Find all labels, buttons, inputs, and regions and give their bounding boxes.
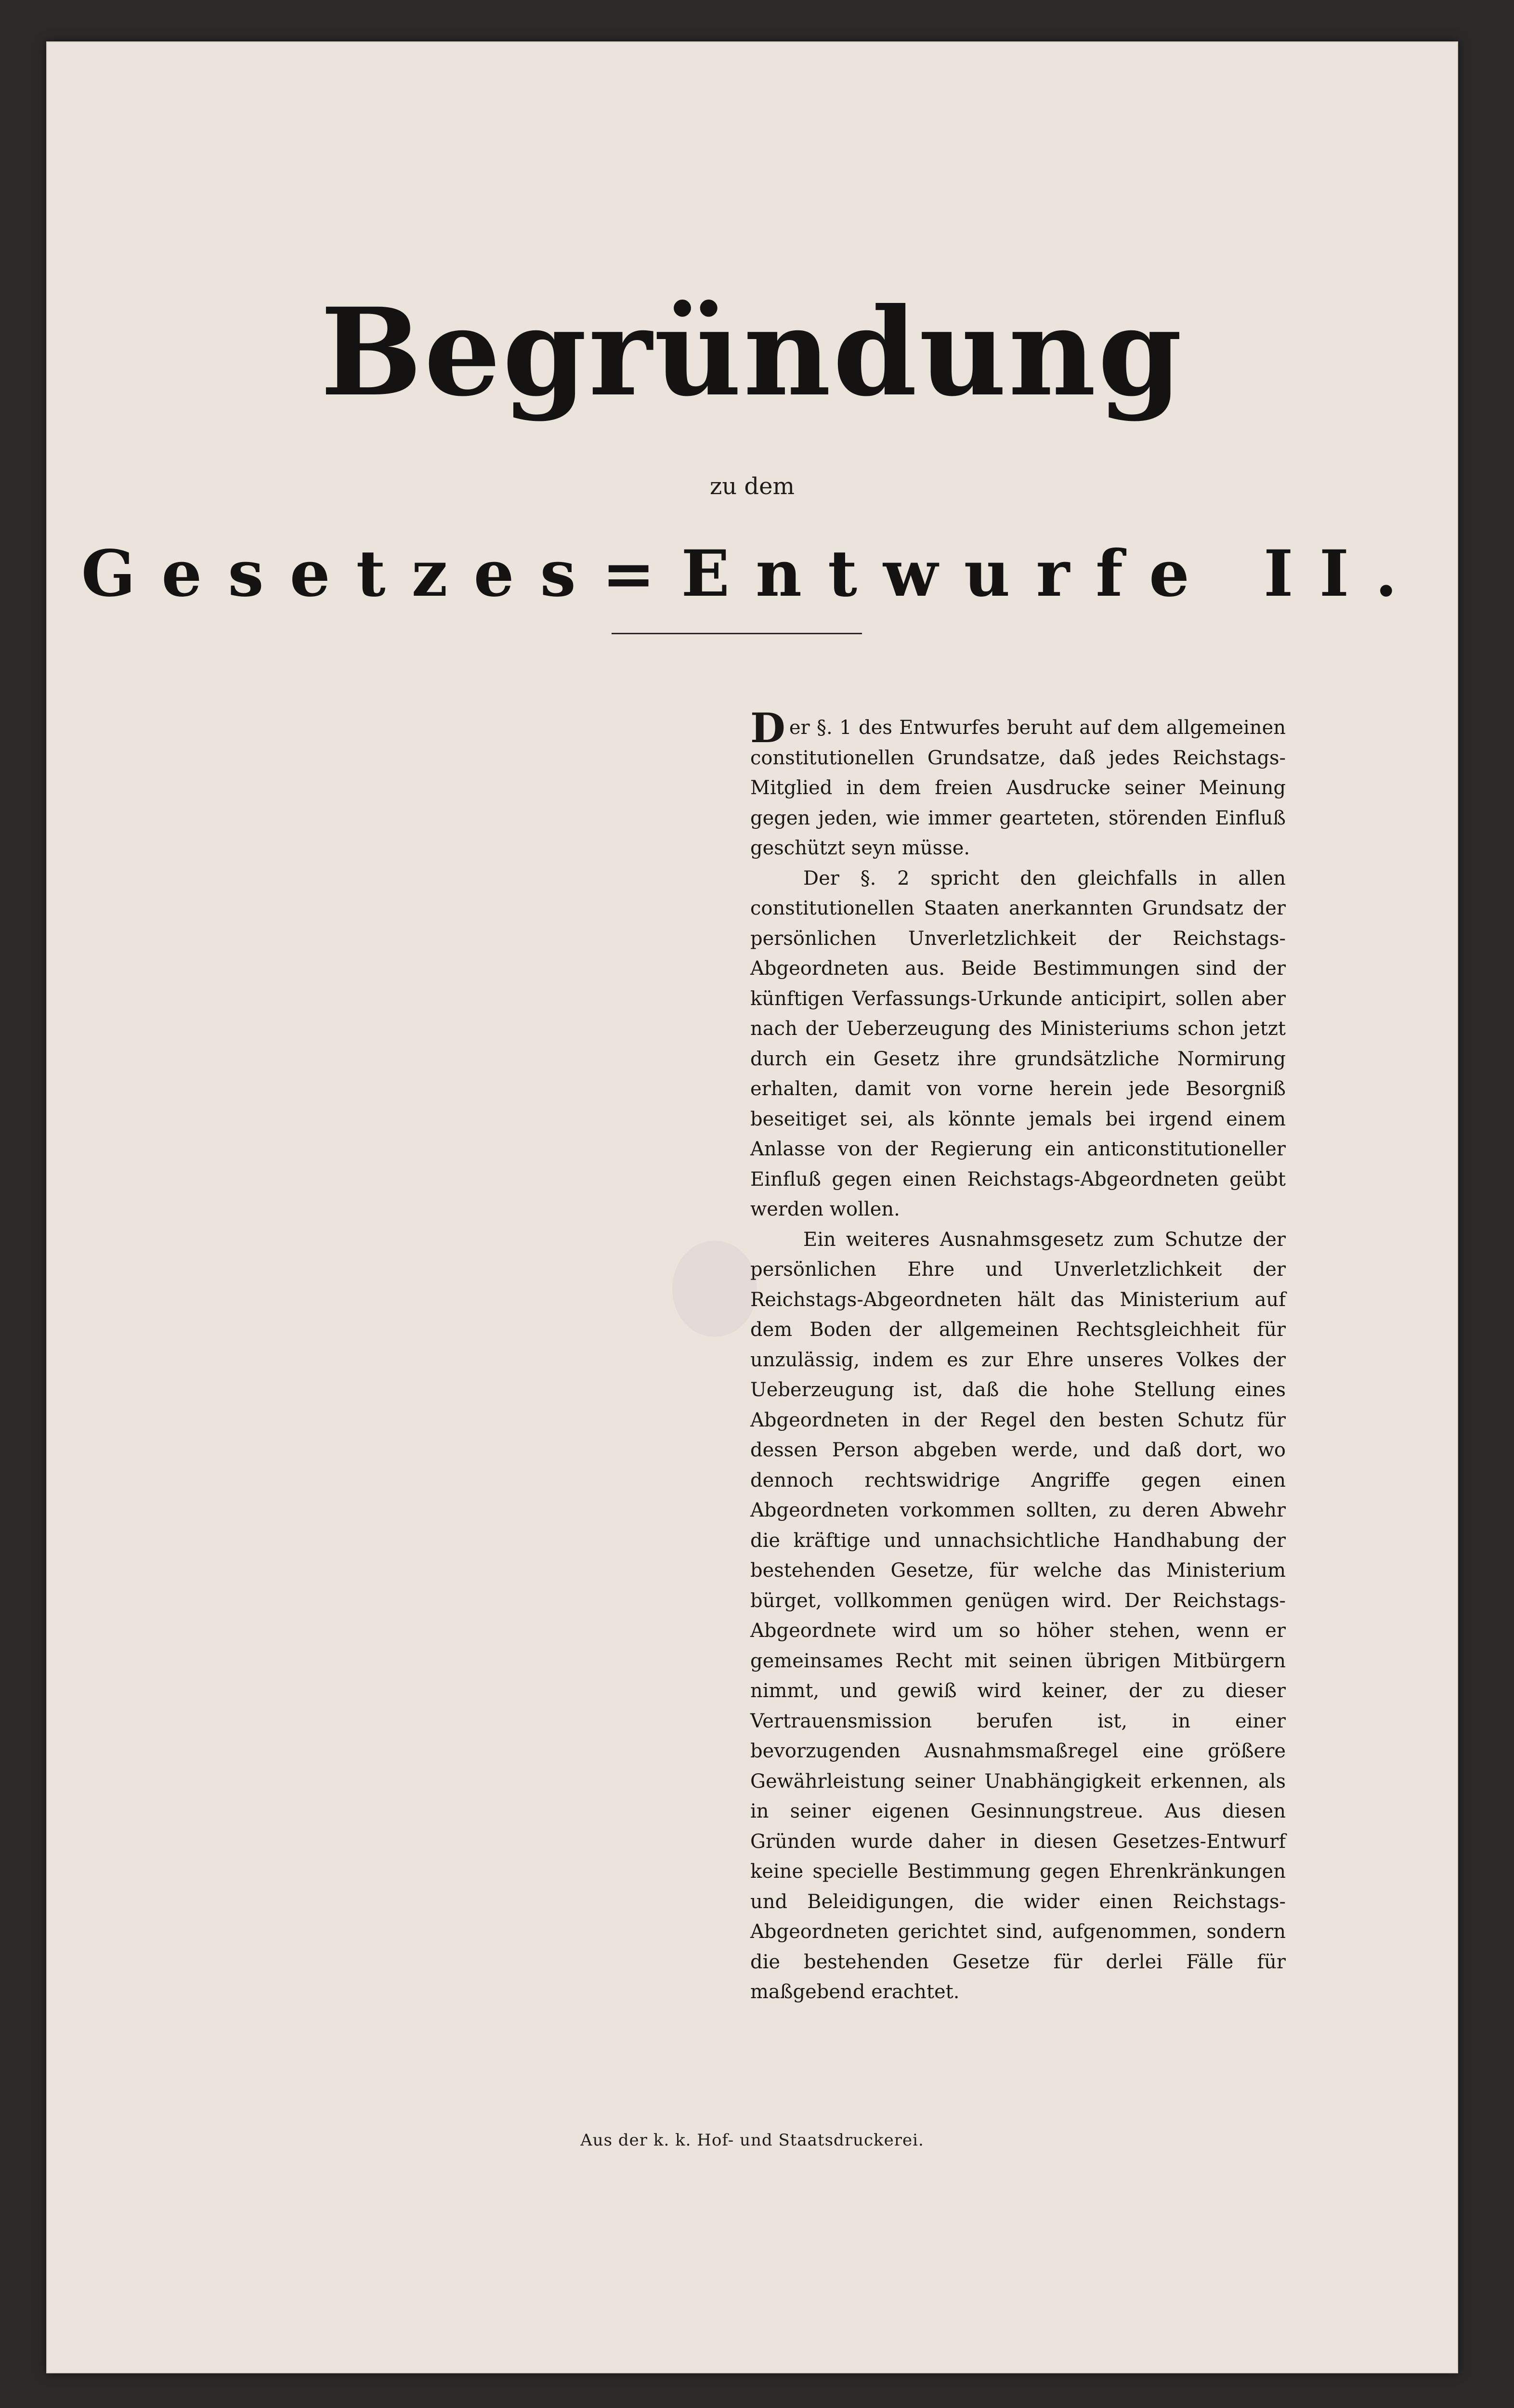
law-title: Gesetzes=Entwurfe II. (81, 537, 1423, 611)
drop-cap: D (750, 704, 785, 752)
body-text (750, 704, 1286, 2007)
paragraph-1 (750, 704, 1286, 864)
document-page (46, 41, 1458, 2373)
paragraph-1-text: er §. 1 des Entwurfes beruht auf dem allgemeinen constitutionellen Grundsatze, daß jedes Reichstags-Mitglied in dem freien Ausdrucke seiner Meinung gegen jeden, wie immer gearteten, störenden Einfluß geschützt seyn müsse. (750, 717, 1286, 859)
document-title: Begründung (320, 281, 1184, 423)
paragraph-2: Der §. 2 spricht den gleichfalls in allen constitutionellen Staaten anerkannten Grundsatz der persönlichen Unverletzlichkeit der Reichstags-Abgeordneten aus. Beide Bestimmungen sind der künftigen Verfassungs-Urkunde anticipirt, sollen aber nach der Ueberzeugung des Ministeriums schon jetzt durch ein Gesetz ihre grundsätzliche Normirung erhalten, damit von vorne herein jede Besorgniß beseitiget sei, als könnte jemals bei irgend einem Anlasse von der Regierung ein anticonstitutioneller Einfluß gegen einen Reichstags-Abgeordneten geübt werden wollen. (750, 867, 1286, 1220)
faded-stamp (672, 1241, 757, 1337)
paragraph-3: Ein weiteres Ausnahmsgesetz zum Schutze der persönlichen Ehre und Unverletzlichkeit der Reichstags-Abgeordneten hält das Ministerium auf dem Boden der allgemeinen Rechtsgleichheit für unzulässig, indem es zur Ehre unseres Volkes der Ueberzeugung ist, daß die hohe Stellung eines Abgeordneten in der Regel den besten Schutz für dessen Person abgeben werde, und daß dort, wo dennoch rechtswidrige Angriffe gegen einen Abgeordneten vorkommen sollten, zu deren Abwehr die kräftige und unnachsichtliche Handhabung der bestehenden Gesetze, für welche das Ministerium bürget, vollkommen genügen wird. Der Reichstags-Abgeordnete wird um so höher stehen, wenn er gemeinsames Recht mit seinen übrigen Mitbürgern nimmt, und gewiß wird keiner, der zu dieser Vertrauensmission berufen ist, in einer bevorzugenden Ausnahmsmaßregel eine größere Gewährleistung seiner Unabhängigkeit erkennen, als in seiner eigenen Gesinnungstreue. Aus diesen Gründen wurde daher in diesen Gesetzes-Entwurf keine specielle Bestimmung gegen Ehrenkränkungen und Beleidigungen, die wider einen Reichstags-Abgeordneten gerichtet sind, aufgenommen, sondern die bestehenden Gesetze für derlei Fälle für maßgebend erachtet. (750, 1228, 1286, 2003)
title-divider (612, 633, 862, 634)
document-subtitle: zu dem (709, 473, 795, 500)
printer-imprint: Aus der k. k. Hof- und Staatsdruckerei. (580, 2131, 924, 2150)
